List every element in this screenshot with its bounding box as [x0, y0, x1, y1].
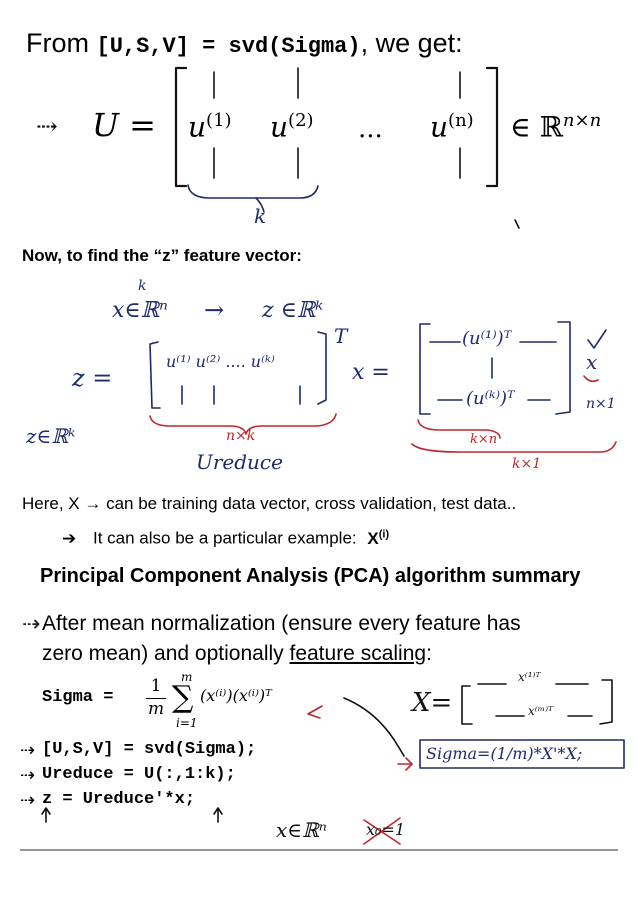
code-line-3: z = Ureduce'*x; [42, 790, 196, 809]
sigma-sum-top: m [181, 670, 193, 684]
pca-title: Principal Component Analysis (PCA) algorithm summary [40, 565, 581, 587]
brace-k-label: k [254, 204, 267, 228]
hand-x-rowm: x⁽ᵐ⁾ᵀ [528, 704, 554, 718]
pca-bullet-line2: zero mean) and optionally feature scaling: [42, 642, 432, 665]
z-x-times: x = [352, 360, 390, 385]
u-col1: $u^{(1)}$ [188, 110, 232, 144]
sigma-sum: ∑ [172, 680, 194, 715]
code-line-1: [U,S,V] = svd(Sigma); [42, 740, 257, 759]
hand-arrow2: → [204, 296, 225, 324]
label-kxn: k×n [470, 432, 498, 447]
x-note: x [586, 350, 598, 374]
z-cols: u⁽¹⁾ u⁽²⁾ .... u⁽ᵏ⁾ [166, 352, 275, 371]
u-rhs: ∈ ℝ$^{n\times n}$ [510, 110, 602, 144]
pca-bullet-arrow: ⇢ [22, 612, 41, 637]
hand-X-eq: X= [412, 688, 453, 718]
note-here: Here, X → can be training data vector, cross validation, test data.. [22, 494, 517, 513]
label-kx1: k×1 [512, 456, 542, 472]
sigma-lhs: Sigma = [42, 688, 114, 707]
z-heading: Now, to find the “z” feature vector: [22, 246, 302, 265]
z-T: T [334, 324, 348, 348]
u-lhs: U = [92, 106, 156, 144]
header-tail: , we get: [360, 28, 463, 58]
sigma-sum-bot: i=1 [176, 716, 198, 730]
hand-top-k: k [138, 278, 147, 294]
label-nxk: n×k [226, 428, 256, 444]
hand-z-eq: z = [72, 364, 113, 392]
hand-z-in-rk: z ∈ℝᵏ [262, 298, 324, 323]
hand-sigma-box: Sigma=(1/m)*X'*X; [426, 744, 583, 763]
header-from: From [26, 28, 89, 58]
code-line-2: Ureduce = U(:,1:k); [42, 765, 236, 784]
sigma-frac: 1 m [147, 676, 165, 719]
nx1-note: n×1 [586, 396, 616, 412]
r-row1: (u⁽¹⁾)ᵀ [462, 328, 512, 349]
pca-bullet-line1: After mean normalization (ensure every feature has [42, 612, 521, 635]
note-particular: It can also be a particular example: [92, 528, 357, 548]
r-rowk: (u⁽ᵏ⁾)ᵀ [466, 388, 515, 409]
hand-x-in-rn: x∈ℝⁿ [112, 298, 168, 323]
code1-arrow: ⇢ [20, 740, 36, 761]
hand-x-row1: x⁽¹⁾ᵀ [518, 670, 541, 684]
code3-arrow: ⇢ [20, 790, 36, 811]
arrow-glyph: ➔ [62, 528, 77, 548]
u-dots: ... [358, 114, 383, 144]
code2-arrow: ⇢ [20, 765, 36, 786]
hand-arrow: ⇢ [36, 112, 58, 142]
hand-x-in-rn-2: x∈ℝⁿ [276, 818, 327, 842]
header-code: [U,S,V] = svd(Sigma) [96, 34, 361, 59]
feature-scaling-link: feature scaling [289, 642, 427, 665]
u-col2: $u^{(2)}$ [270, 110, 314, 144]
label-ureduce: Ureduce [196, 450, 283, 474]
note-particular-x: $X^{(i)}$ [367, 528, 390, 548]
hand-x0: x₀=1 [366, 820, 406, 839]
sigma-body: (x⁽ⁱ⁾)(x⁽ⁱ⁾)ᵀ [200, 686, 272, 705]
hand-z-space: z∈ℝᵏ [26, 424, 76, 448]
u-coln: $u^{(n)}$ [430, 110, 474, 144]
